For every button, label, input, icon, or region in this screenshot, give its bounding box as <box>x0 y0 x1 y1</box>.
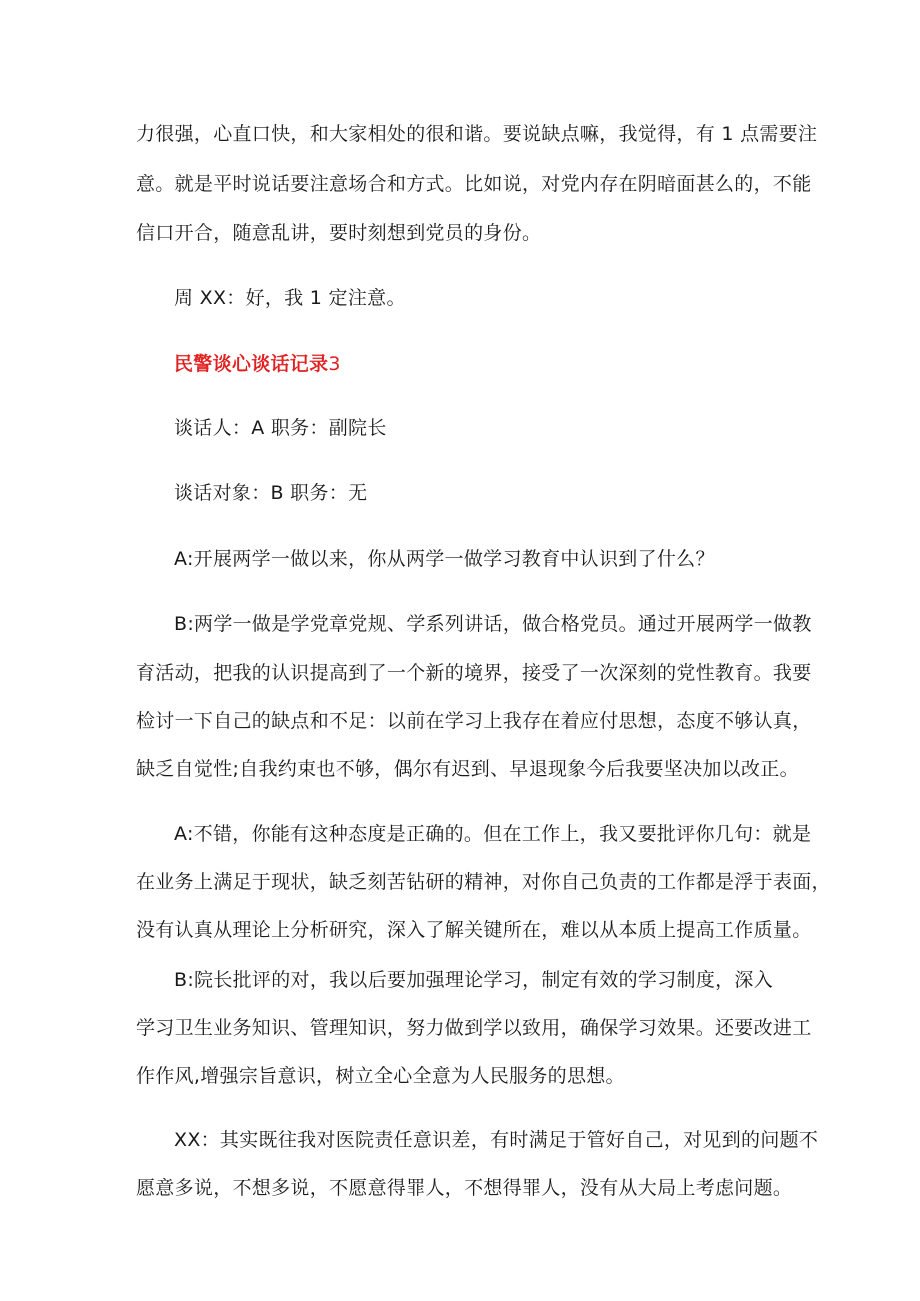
text-line: A:开展两学一做以来，你从两学一做学习教育中认识到了什么？ <box>174 548 715 570</box>
section-heading-text: 民警谈心谈话记录 <box>174 353 329 375</box>
text-line: 检讨一下自己的缺点和不足：以前在学习上我存在着应付思想，态度不够认真， <box>136 710 812 732</box>
text-line: 缺乏自觉性;自我约束也不够，偶尔有迟到、早退现象今后我要坚决加以改正。 <box>136 758 799 780</box>
text-line: 在业务上满足于现状，缺乏刻苦钻研的精神，对你自己负责的工作都是浮于表面， <box>136 871 831 893</box>
text-line: XX：其实既往我对医院责任意识差，有时满足于管好自己，对见到的问题不 <box>174 1129 819 1151</box>
section-heading <box>174 352 341 376</box>
text-line: 信口开合，随意乱讲，要时刻想到党员的身份。 <box>136 222 542 244</box>
text-line: 谈话对象：B 职务：无 <box>174 482 368 504</box>
text-line: 谈话人：A 职务：副院长 <box>174 417 387 439</box>
text-line: B:两学一做是学党章党规、学系列讲话，做合格党员。通过开展两学一做教 <box>174 613 812 635</box>
text-line: B:院长批评的对，我以后要加强理论学习，制定有效的学习制度，深入 <box>174 969 774 991</box>
text-line: 力很强，心直口快，和大家相处的很和谐。要说缺点嘛，我觉得，有 1 点需要注 <box>136 123 818 145</box>
text-line: 意。就是平时说话要注意场合和方式。比如说，对党内存在阴暗面甚么的，不能 <box>136 173 812 195</box>
text-line: 学习卫生业务知识、管理知识，努力做到学以致用，确保学习效果。还要改进工 <box>136 1017 812 1039</box>
text-line: 愿意多说，不想多说，不愿意得罪人，不想得罪人，没有从大局上考虑问题。 <box>136 1177 793 1199</box>
section-heading-number: 3 <box>328 353 341 375</box>
text-line: 周 XX：好，我 1 定注意。 <box>174 287 406 309</box>
text-line: 育活动，把我的认识提高到了一个新的境界，接受了一次深刻的党性教育。我要 <box>136 662 812 684</box>
text-line: A:不错，你能有这种态度是正确的。但在工作上，我又要批评你几句：就是 <box>174 823 812 845</box>
text-line: 作作风,增强宗旨意识，树立全心全意为人民服务的思想。 <box>136 1065 625 1087</box>
text-line: 没有认真从理论上分析研究，深入了解关键所在，难以从本质上提高工作质量。 <box>136 919 812 941</box>
